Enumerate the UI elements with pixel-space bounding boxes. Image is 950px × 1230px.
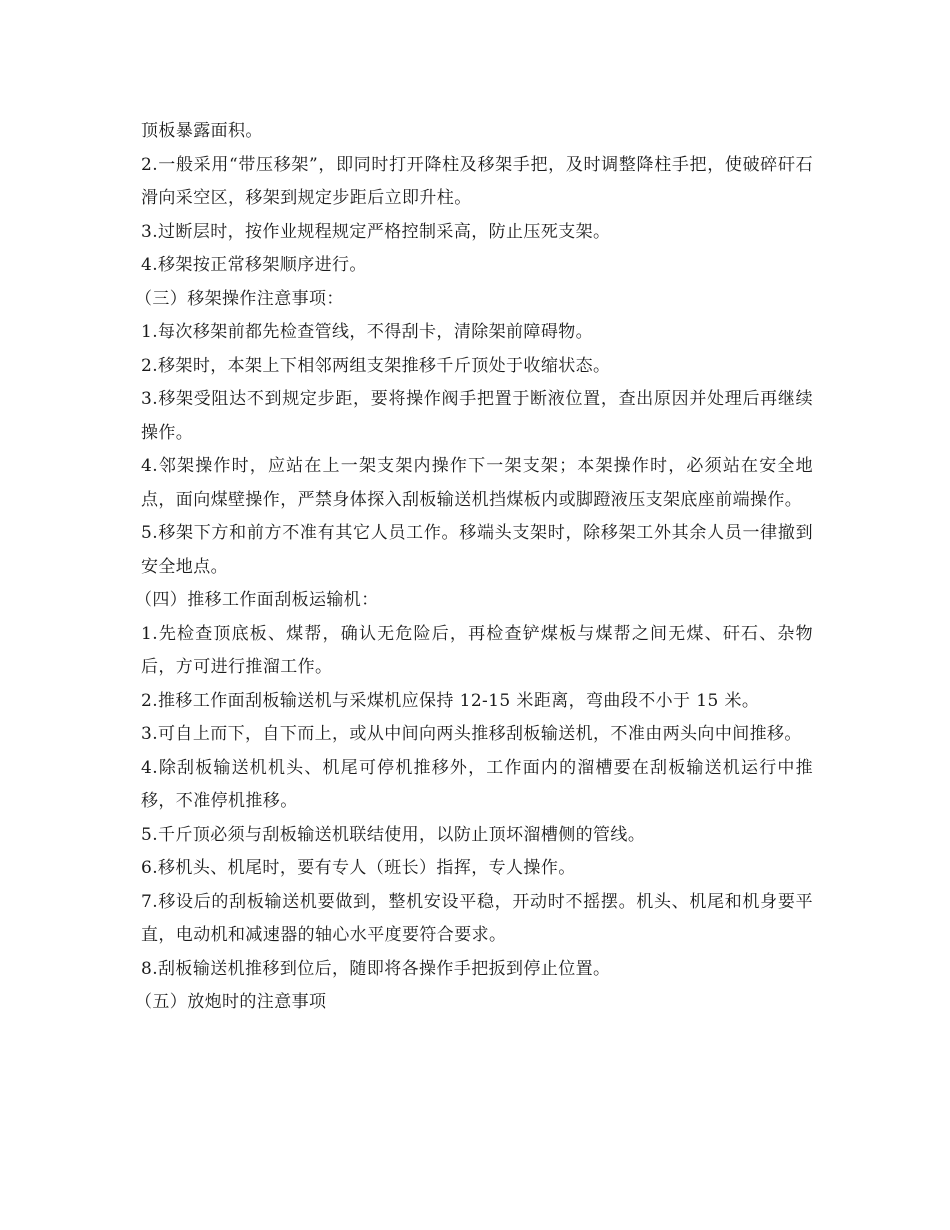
section-heading: （三）移架操作注意事项： (135, 288, 344, 309)
section-heading: （五）放炮时的注意事项 (135, 992, 327, 1012)
paragraph: 1.每次移架前都先检查管线，不得刮卡，清除架前障碍物。 (141, 322, 594, 342)
paragraph: 6.移机头、机尾时，要有专人（班长）指挥，专人操作。 (141, 858, 576, 878)
paragraph: 1.先检查顶底板、煤帮，确认无危险后，再检查铲煤板与煤帮之间无煤、矸石、杂物后，方可进行推溜工作。 (141, 623, 813, 677)
paragraph: 5.移架下方和前方不准有其它人员工作。移端头支架时，除移架工外其余人员一律撤到安全地点。 (141, 523, 813, 577)
paragraph: 4.移架按正常移架顺序进行。 (141, 255, 367, 275)
paragraph: 2.一般采用“带压移架”，即同时打开降柱及移架手把，及时调整降柱手把，使破碎矸石滑向采空区，移架到规定步距后立即升柱。 (141, 154, 813, 208)
paragraph: 顶板暴露面积。 (141, 121, 263, 141)
paragraph: 4.邻架操作时，应站在上一架支架内操作下一架支架；本架操作时，必须站在安全地点，面向煤壁操作，严禁身体探入刮板输送机挡煤板内或脚蹬液压支架底座前端操作。 (141, 456, 813, 510)
paragraph: 2.推移工作面刮板输送机与采煤机应保持 12-15 米距离，弯曲段不小于 15 米。 (141, 690, 760, 711)
paragraph: 7.移设后的刮板输送机要做到，整机安设平稳，开动时不摇摆。机头、机尾和机身要平直，电动机和减速器的轴心水平度要符合要求。 (141, 891, 813, 945)
paragraph: 3.移架受阻达不到规定步距，要将操作阀手把置于断液位置，查出原因并处理后再继续操作。 (141, 389, 813, 443)
section-heading: （四）推移工作面刮板运输机： (135, 590, 379, 610)
paragraph: 8.刮板输送机推移到位后，随即将各操作手把扳到停止位置。 (141, 958, 611, 979)
paragraph: 4.除刮板输送机机头、机尾可停机推移外，工作面内的溜槽要在刮板输送机运行中推移，不准停机推移。 (141, 757, 813, 811)
paragraph: 5.千斤顶必须与刮板输送机联结使用，以防止顶坏溜槽侧的管线。 (141, 824, 646, 845)
paragraph: 3.可自上而下，自下而上，或从中间向两头推移刮板输送机，不准由两头向中间推移。 (141, 724, 802, 744)
document-body (135, 115, 813, 1020)
paragraph: 3.过断层时，按作业规程规定严格控制采高，防止压死支架。 (141, 221, 611, 242)
paragraph: 2.移架时，本架上下相邻两组支架推移千斤顶处于收缩状态。 (141, 355, 611, 376)
